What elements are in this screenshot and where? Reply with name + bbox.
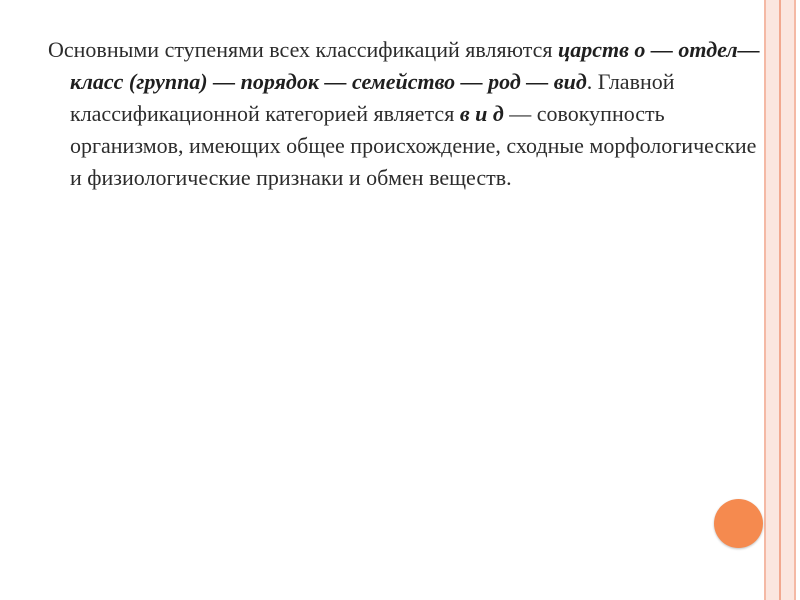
- decorative-stripe-line: [764, 0, 766, 600]
- decorative-stripe-line: [779, 0, 781, 600]
- decorative-stripe-line: [794, 0, 796, 600]
- decorative-circle: [714, 499, 763, 548]
- slide-body-text: [48, 34, 760, 194]
- body-text-part-2: . Главной классификационной категорией является: [70, 69, 675, 126]
- body-text-part-3: — совокупность организмов, имеющих общее происхождение, сходные морфологические и физиологические признаки и обмен веществ.: [70, 101, 757, 190]
- species-emphasis: в и д: [459, 101, 504, 126]
- body-text-part-1: Основными ступенями всех классификаций являются: [48, 37, 558, 62]
- taxa-hierarchy-emphasis: царств о — отдел—класс (группа) — порядок — семейство — род — вид: [70, 37, 760, 94]
